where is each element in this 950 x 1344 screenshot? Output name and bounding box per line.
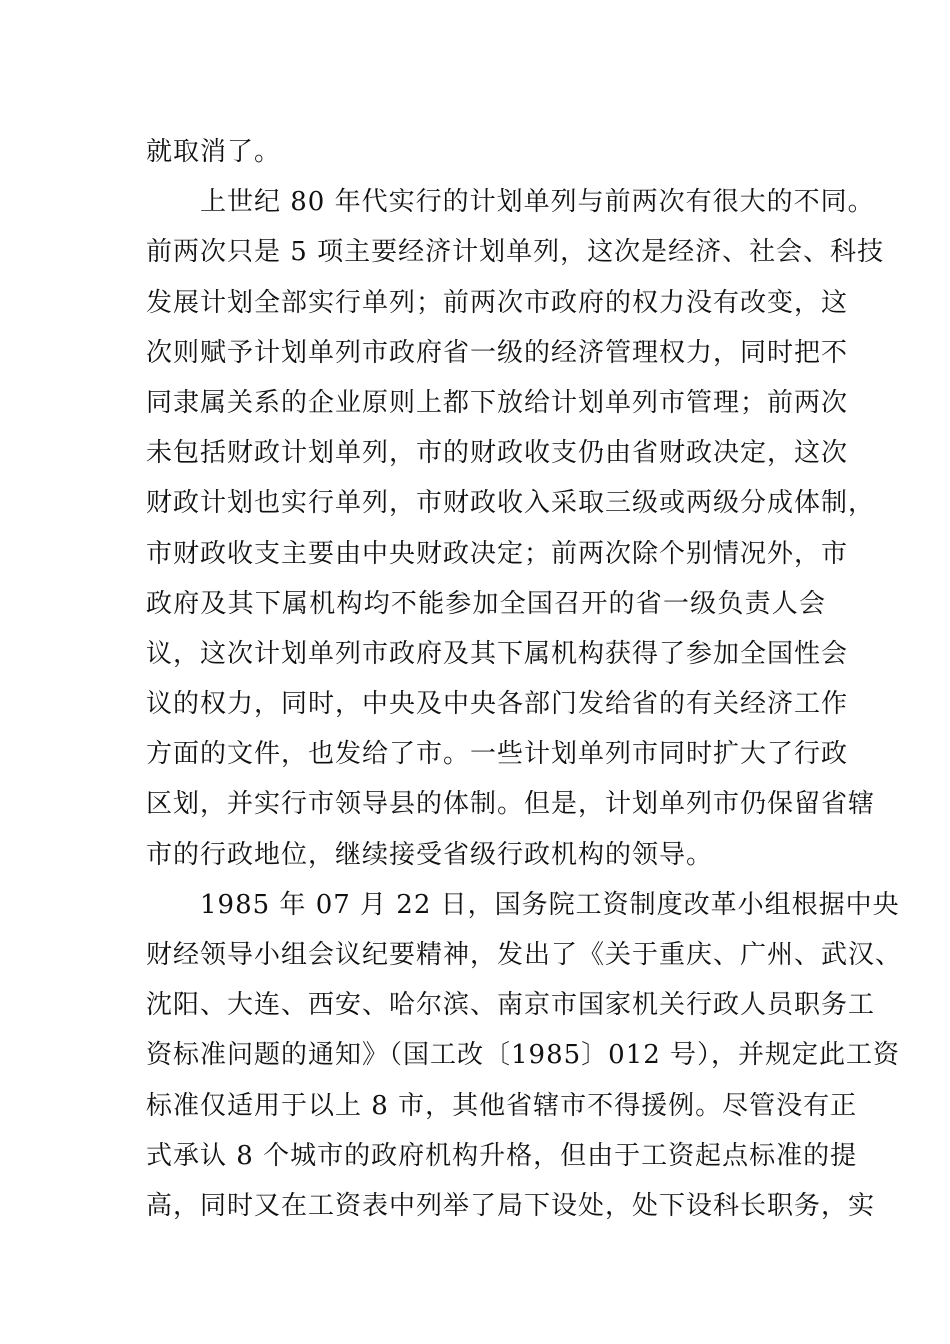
text-line: 财政计划也实行单列，市财政收入采取三级或两级分成体制，	[146, 488, 876, 519]
text-line: 发展计划全部实行单列；前两次市政府的权力没有改变，这	[146, 287, 849, 318]
text-line: 政府及其下属机构均不能参加全国召开的省一级负责人会	[146, 588, 826, 619]
text-line: 上世纪 80 年代实行的计划单列与前两次有很大的不同。	[200, 187, 875, 218]
text-line: 区划，并实行市领导县的体制。但是，计划单列市仍保留省辖	[146, 789, 876, 820]
text-line: 资标准问题的通知》（国工改〔1985〕012 号），并规定此工资	[146, 1040, 901, 1071]
text-line: 议，这次计划单列市政府及其下属机构获得了参加全国性会	[146, 638, 849, 669]
text-line: 沈阳、大连、西安、哈尔滨、南京市国家机关行政人员职务工	[146, 990, 876, 1021]
text-line: 次则赋予计划单列市政府省一级的经济管理权力，同时把不	[146, 337, 849, 368]
text-line: 高，同时又在工资表中列举了局下设处，处下设科长职务，实	[146, 1190, 876, 1221]
text-line: 议的权力，同时，中央及中央各部门发给省的有关经济工作	[146, 689, 849, 720]
text-line: 式承认 8 个城市的政府机构升格，但由于工资起点标准的提	[146, 1140, 858, 1171]
text-line: 未包括财政计划单列，市的财政收支仍由省财政决定，这次	[146, 438, 849, 469]
text-line: 前两次只是 5 项主要经济计划单列，这次是经济、社会、科技	[146, 237, 885, 268]
text-line: 1985 年 07 月 22 日，国务院工资制度改革小组根据中央	[200, 889, 900, 920]
body-text	[146, 127, 903, 1231]
text-line: 就取消了。	[146, 137, 282, 167]
text-line: 市财政收支主要由中央财政决定；前两次除个别情况外，市	[146, 538, 849, 569]
text-line: 同隶属关系的企业原则上都下放给计划单列市管理；前两次	[146, 387, 849, 418]
text-line: 标准仅适用于以上 8 市，其他省辖市不得援例。尽管没有正	[146, 1090, 858, 1121]
text-line: 财经领导小组会议纪要精神，发出了《关于重庆、广州、武汉、	[146, 940, 903, 970]
text-line: 方面的文件，也发给了市。一些计划单列市同时扩大了行政	[146, 739, 849, 770]
text-line: 市的行政地位，继续接受省级行政机构的领导。	[146, 839, 714, 870]
